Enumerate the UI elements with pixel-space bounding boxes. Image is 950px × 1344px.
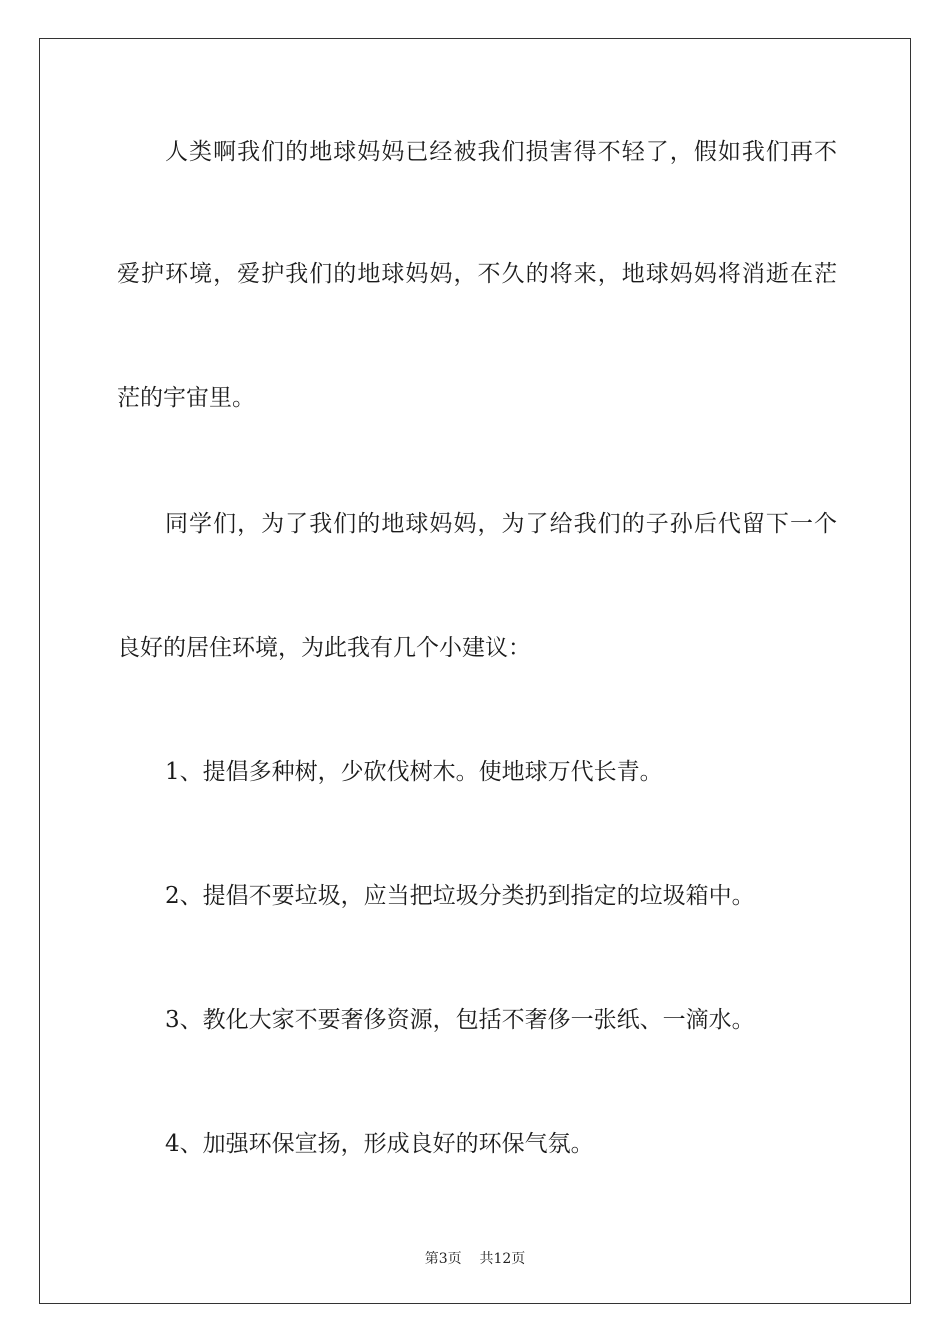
paragraph-line: 人类啊我们的地球妈妈已经被我们损害得不轻了，假如我们再不: [165, 139, 837, 165]
list-item: 3、教化大家不要奢侈资源，包括不奢侈一张纸、一滴水。: [165, 1007, 755, 1033]
paragraph-line: 茫的宇宙里。: [117, 385, 255, 411]
page-footer: [0, 1248, 950, 1268]
paragraph-line: 良好的居住环境，为此我有几个小建议：: [117, 635, 531, 661]
list-item: 1、提倡多种树，少砍伐树木。使地球万代长青。: [165, 759, 663, 785]
page-total: 共12页: [479, 1251, 526, 1267]
page-number: 第3页: [424, 1251, 462, 1267]
paragraph-line: 同学们，为了我们的地球妈妈，为了给我们的子孙后代留下一个: [165, 511, 837, 537]
page-frame: [39, 38, 911, 1304]
paragraph-line: 爱护环境，爱护我们的地球妈妈，不久的将来，地球妈妈将消逝在茫: [117, 261, 837, 287]
list-item: 2、提倡不要垃圾，应当把垃圾分类扔到指定的垃圾箱中。: [165, 883, 755, 909]
list-item: 4、加强环保宣扬，形成良好的环保气氛。: [165, 1131, 594, 1157]
